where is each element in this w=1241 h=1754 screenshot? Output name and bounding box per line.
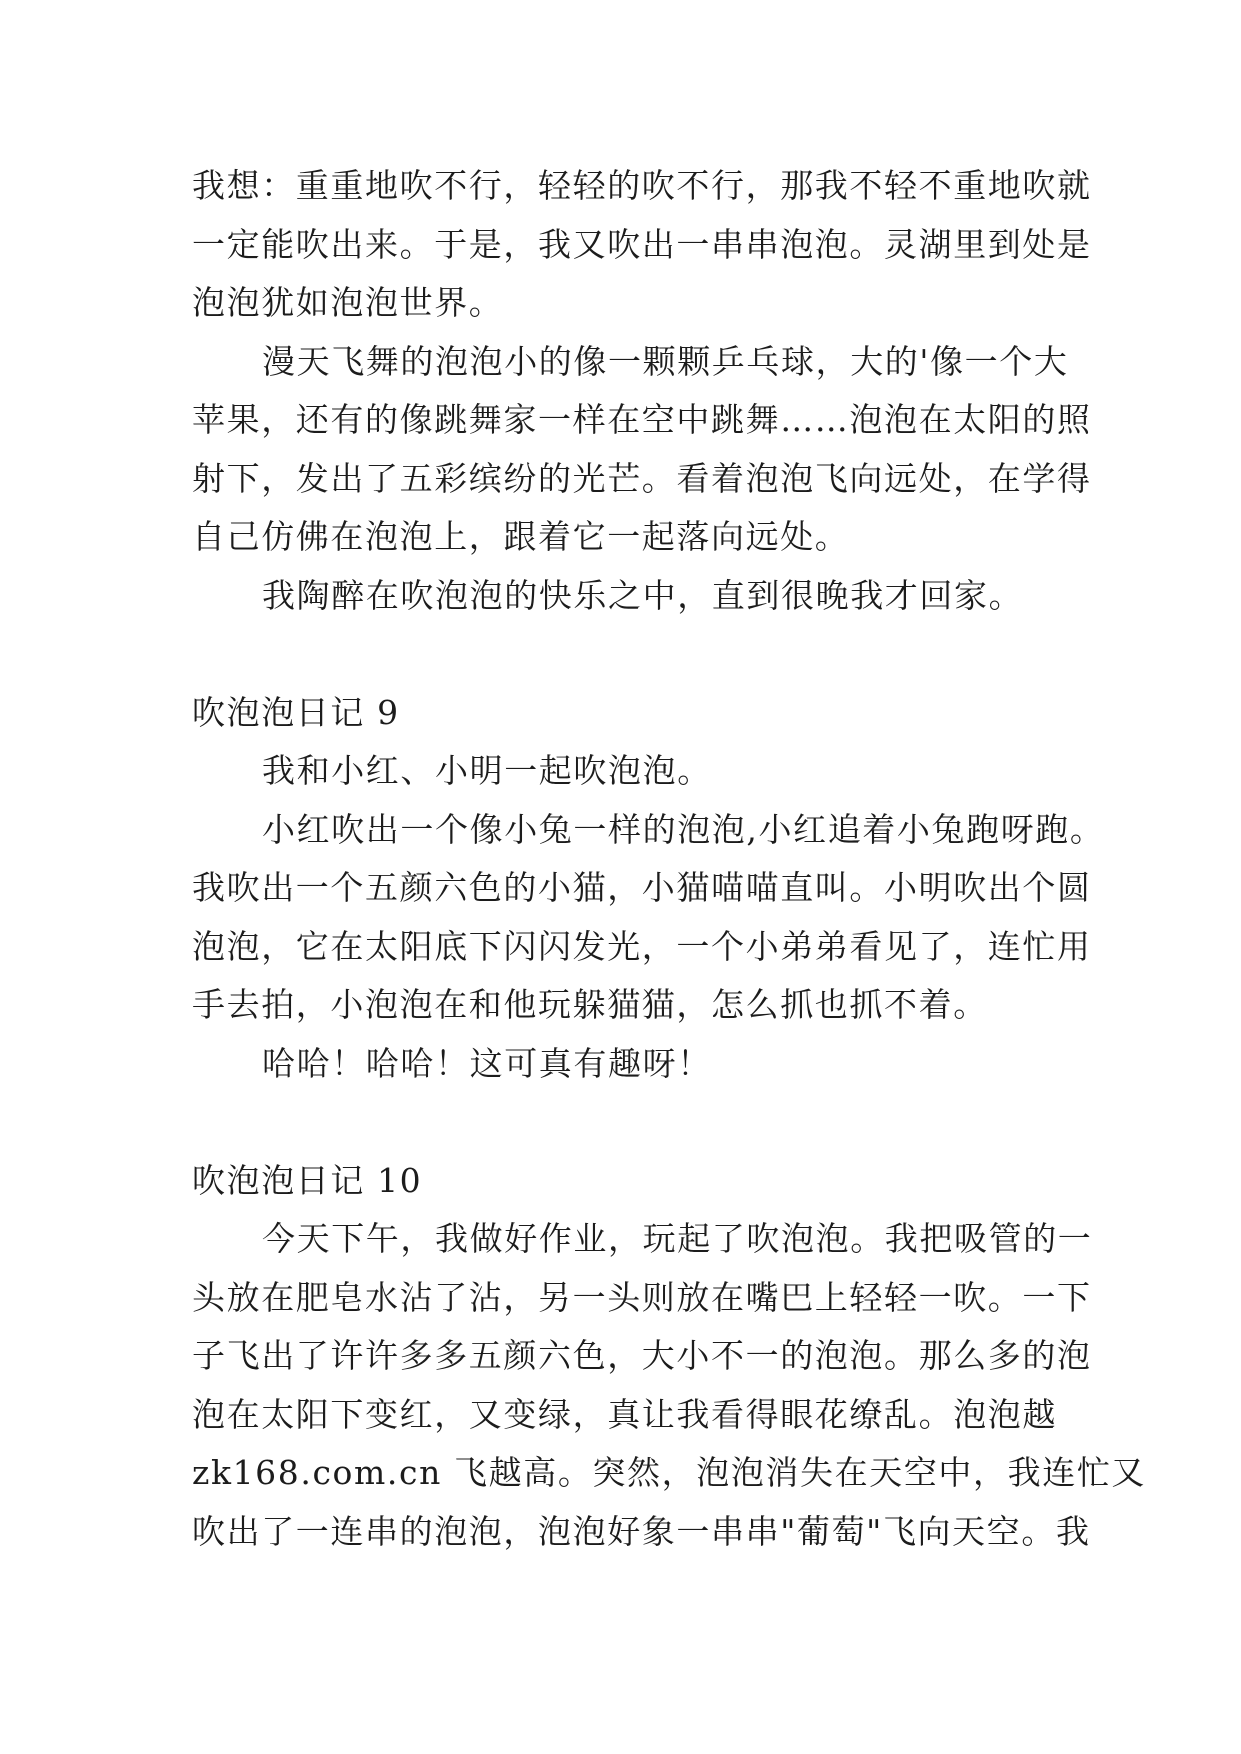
text-line: 我吹出一个五颜六色的小猫，小猫喵喵直叫。小明吹出个圆 — [192, 868, 1092, 907]
text-line: 小红吹出一个像小兔一样的泡泡,小红追着小兔跑呀跑。 — [262, 809, 1105, 849]
entry-heading: 吹泡泡日记 9 — [192, 692, 400, 732]
paragraph — [192, 157, 1092, 333]
blank-line — [192, 1093, 1072, 1152]
paragraph — [192, 1210, 1147, 1561]
paragraph — [192, 333, 1092, 567]
text-line: 射下，发出了五彩缤纷的光芒。看着泡泡飞向远处，在学得 — [192, 458, 1092, 498]
text-line: 我想：重重地吹不行，轻轻的吹不行，那我不轻不重地吹就 — [192, 166, 1092, 205]
text-line: 子飞出了许许多多五颜六色，大小不一的泡泡。那么多的泡 — [192, 1336, 1092, 1375]
paragraph — [192, 742, 1072, 801]
text-line: 吹出了一连串的泡泡，泡泡好象一串串"葡萄"飞向天空。我 — [192, 1511, 1091, 1551]
text-line: 今天下午，我做好作业，玩起了吹泡泡。我把吸管的一 — [262, 1219, 1093, 1258]
diary-entry-10 — [192, 1152, 1147, 1562]
paragraph — [192, 567, 1072, 626]
text-line: 泡在太阳下变红，又变绿，真让我看得眼花缭乱。泡泡越 — [192, 1394, 1057, 1434]
intro-section — [192, 157, 1092, 625]
text-line: 苹果，还有的像跳舞家一样在空中跳舞……泡泡在太阳的照 — [192, 400, 1092, 439]
text-line: 手去拍，小泡泡在和他玩躲猫猫，怎么抓也抓不着。 — [192, 985, 988, 1024]
text-line: 我陶醉在吹泡泡的快乐之中，直到很晚我才回家。 — [262, 575, 1024, 615]
text-line: 自己仿佛在泡泡上，跟着它一起落向远处。 — [192, 517, 850, 556]
text-line: 我和小红、小明一起吹泡泡。 — [262, 751, 712, 790]
text-line: zk168.com.cn 飞越高。突然，泡泡消失在天空中，我连忙又 — [192, 1453, 1147, 1492]
blank-line — [192, 625, 1072, 684]
diary-entry-9 — [192, 684, 1105, 1094]
paragraph — [192, 1035, 1072, 1094]
text-line: 哈哈！哈哈！这可真有趣呀！ — [262, 1043, 712, 1083]
paragraph — [192, 801, 1105, 1035]
document-body — [192, 157, 1147, 1561]
text-line: 泡泡，它在太阳底下闪闪发光，一个小弟弟看见了，连忙用 — [192, 926, 1092, 966]
entry-heading: 吹泡泡日记 10 — [192, 1160, 423, 1200]
text-line: 头放在肥皂水沾了沾，另一头则放在嘴巴上轻轻一吹。一下 — [192, 1277, 1092, 1317]
text-line: 漫天飞舞的泡泡小的像一颗颗乒乓球，大的'像一个大 — [262, 341, 1069, 381]
text-line: 泡泡犹如泡泡世界。 — [192, 283, 504, 322]
text-line: 一定能吹出来。于是，我又吹出一串串泡泡。灵湖里到处是 — [192, 224, 1092, 264]
